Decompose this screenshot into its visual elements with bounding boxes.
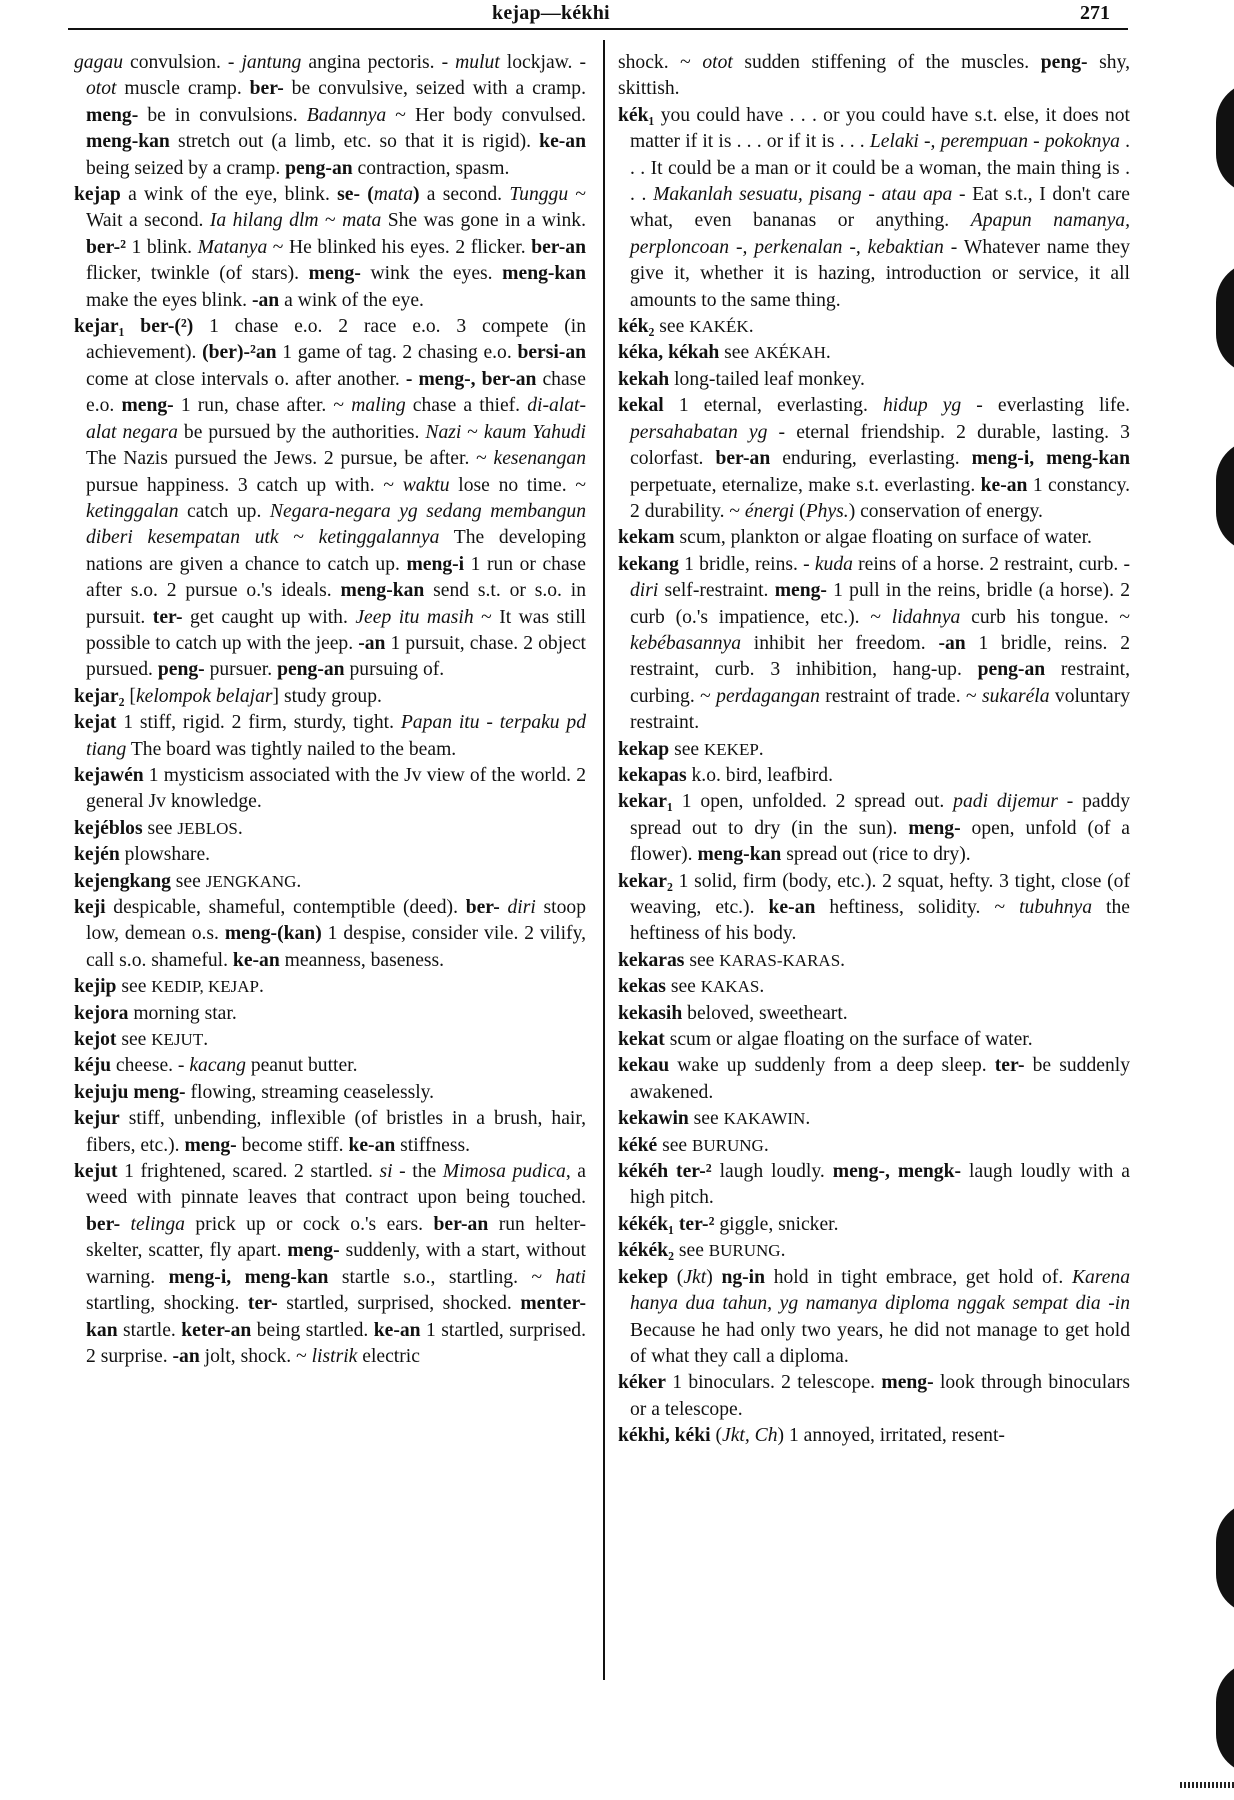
left-column	[74, 50, 586, 1370]
dictionary-entry: kekau wake up suddenly from a deep sleep. ter- be suddenly awakened.	[618, 1055, 1130, 1103]
header-rule	[68, 28, 1128, 30]
dictionary-entry: kekap see KEKEP.	[618, 738, 764, 760]
dictionary-entry: kekawin see KAKAWIN.	[618, 1108, 811, 1130]
column-divider	[603, 40, 605, 1680]
page-number: 271	[1080, 2, 1110, 24]
dictionary-entry: kekapas k.o. bird, leafbird.	[618, 764, 833, 786]
dictionary-entry: shock. ~ otot sudden stiffening of the muscles. peng- shy, skittish.	[618, 52, 1130, 100]
dictionary-entry: kékék₁ ter-² giggle, snicker.	[618, 1213, 839, 1235]
page-header	[0, 0, 1234, 30]
dictionary-entry: kejéblos see JEBLOS.	[74, 817, 243, 839]
dictionary-entry: kejot see KEJUT.	[74, 1029, 209, 1051]
dictionary-entry: kekam scum, plankton or algae floating on surface of water.	[618, 527, 1092, 549]
dictionary-entry: kejuju meng- flowing, streaming ceaselessly.	[74, 1081, 435, 1103]
dictionary-entry: kejip see KEDIP, KEJAP.	[74, 976, 264, 998]
running-head: kejap—kékhi	[492, 2, 610, 24]
dictionary-entry: kejat 1 stiff, rigid. 2 firm, sturdy, tight. Papan itu - terpaku pd tiang The board was tightly nailed to the beam.	[74, 712, 587, 760]
right-column	[618, 50, 1130, 1450]
dictionary-entry: kékhi, kéki (Jkt, Ch) 1 annoyed, irritated, resent-	[618, 1425, 1005, 1447]
thumb-index-tab	[1216, 1662, 1234, 1774]
dictionary-entry: kéké see BURUNG.	[618, 1134, 769, 1156]
dictionary-entry: keji despicable, shameful, contemptible (deed). ber- diri stoop low, demean o.s. meng-(kan) 1 despise, consider vile. 2 vilify, call s.o. shameful. ke-an meanness, baseness.	[74, 897, 586, 971]
dictionary-entry: kekal 1 eternal, everlasting. hidup yg - everlasting life. persahabatan yg - eternal friendship. 2 durable, lasting. 3 colorfast. ber-an enduring, everlasting. meng-i, meng-kan perpetuate, eternalize, make s.t. everlasting. ke-an 1 constancy. 2 durability. ~ énergi (Phys.) conservation of energy.	[618, 395, 1130, 522]
thumb-index-tab	[1216, 82, 1234, 194]
dictionary-entry: kekas see KAKAS.	[618, 976, 765, 998]
dictionary-entry: kejar₁ ber-(²) 1 chase e.o. 2 race e.o. 3 compete (in achievement). (ber)-²an 1 game of tag. 2 chasing e.o. bersi-an come at close intervals o. after another. - meng-, ber-an chase e.o. meng- 1 run, chase after. ~ maling chase a thief. di-alat-alat negara be pursued by the authorities. Nazi ~ kaum Yahudi The Nazis pursued the Jews. 2 pursue, be after. ~ kesenangan pursue happiness. 3 catch up with. ~ waktu lose no time. ~ ketinggalan catch up. Negara-negara yg sedang membangun diberi kesempatan utk ~ ketinggalannya The developing nations are given a chance to catch up. meng-i 1 run or chase after s.o. 2 pursue o.'s ideals. meng-kan send s.t. or s.o. in pursuit. ter- get caught up with. Jeep itu masih ~ It was still possible to catch up with the jeep. -an 1 pursuit, chase. 2 object pursued. peng- pursuer. peng-an pursuing of.	[74, 316, 587, 681]
dictionary-entry: kejar₂ [kelompok belajar] study group.	[74, 685, 382, 707]
dictionary-entry: kéker 1 binoculars. 2 telescope. meng- look through binoculars or a telescope.	[618, 1372, 1130, 1420]
dictionary-entry: kékék₂ see BURUNG.	[618, 1240, 786, 1262]
dictionary-entry: kekasih beloved, sweetheart.	[618, 1002, 848, 1024]
thumb-index-tab	[1216, 440, 1234, 552]
dictionary-entry: kejawén 1 mysticism associated with the Jv view of the world. 2 general Jv knowledge.	[74, 764, 586, 813]
dictionary-entry: kejut 1 frightened, scared. 2 startled. si - the Mimosa pudica, a weed with pinnate leaves that contract upon being touched. ber- telinga prick up or cock o.'s ears. ber-an run helter-skelter, scatter, fly apart. meng- suddenly, with a start, without warning. meng-i, meng-kan startle s.o., startling. ~ hati startling, shocking. ter- startled, surprised, shocked. menter-kan startle. keter-an being startled. ke-an 1 startled, surprised. 2 surprise. -an jolt, shock. ~ listrik electric	[74, 1161, 587, 1367]
dictionary-entry: kekar₁ 1 open, unfolded. 2 spread out. padi dijemur - paddy spread out to dry (in the sun). meng- open, unfold (of a flower). meng-kan spread out (rice to dry).	[618, 791, 1130, 866]
dictionary-entry: kék₂ see KAKÉK.	[618, 316, 754, 338]
dictionary-entry: kék₁ you could have . . . or you could have s.t. else, it does not matter if it is . . . or if it is . . . Lelaki -, perempuan - pokoknya . . . It could be a man or it could be a woman, the main thing is . . . Makanlah sesuatu, pisang - atau apa - Eat s.t., I don't care what, even bananas or anything. Apapun namanya, perploncoan -, perkenalan -, kebaktian - Whatever name they give it, whether it is hazing, introduction or service, it all amounts to the same thing.	[618, 104, 1131, 311]
dictionary-entry: kekah long-tailed leaf monkey.	[618, 368, 865, 390]
dictionary-entry: kéka, kékah see AKÉKAH.	[618, 342, 831, 364]
scan-edge-mark	[1180, 1782, 1234, 1788]
dictionary-entry: kekat scum or algae floating on the surface of water.	[618, 1029, 1033, 1051]
thumb-index-tab	[1216, 1502, 1234, 1614]
dictionary-entry: kekep (Jkt) ng-in hold in tight embrace, get hold of. Karena hanya dua tahun, yg namanya diploma nggak sempat dia -in Because he had only two years, he did not manage to get hold of what they call a diploma.	[618, 1266, 1130, 1367]
dictionary-entry: kekar₂ 1 solid, firm (body, etc.). 2 squat, hefty. 3 tight, close (of weaving, etc.). ke-an heftiness, solidity. ~ tubuhnya the heftiness of his body.	[618, 870, 1130, 945]
dictionary-entry: kején plowshare.	[74, 844, 211, 866]
dictionary-entry: kekang 1 bridle, reins. - kuda reins of a horse. 2 restraint, curb. - diri self-restraint. meng- 1 pull in the reins, bridle (a horse). 2 curb (o.'s impatience, etc.). ~ lidahnya curb his tongue. ~ kebébasannya inhibit her freedom. -an 1 bridle, reins. 2 restraint, curb. 3 inhibition, hang-up. peng-an restraint, curbing. ~ perdagangan restraint of trade. ~ sukaréla voluntary restraint.	[618, 553, 1131, 734]
dictionary-entry: kejap a wink of the eye, blink. se- (mata) a second. Tunggu ~ Wait a second. Ia hilang dlm ~ mata She was gone in a wink. ber-² 1 blink. Matanya ~ He blinked his eyes. 2 flicker. ber-an flicker, twinkle (of stars). meng- wink the eyes. meng-kan make the eyes blink. -an a wink of the eye.	[74, 184, 587, 311]
dictionary-entry: kejur stiff, unbending, inflexible (of bristles in a brush, hair, fibers, etc.). meng- become stiff. ke-an stiffness.	[74, 1108, 586, 1156]
dictionary-entry: kekaras see KARAS-KARAS.	[618, 949, 846, 971]
thumb-index-tab	[1216, 262, 1234, 374]
dictionary-entry: gagau convulsion. - jantung angina pectoris. - mulut lockjaw. - otot muscle cramp. ber- be convulsive, seized with a cramp. meng- be in convulsions. Badannya ~ Her body convulsed. meng-kan stretch out (a limb, etc. so that it is rigid). ke-an being seized by a cramp. peng-an contraction, spasm.	[74, 52, 586, 179]
dictionary-entry: kejora morning star.	[74, 1002, 237, 1024]
dictionary-entry: kéju cheese. - kacang peanut butter.	[74, 1055, 358, 1077]
dictionary-entry: kejengkang see JENGKANG.	[74, 870, 302, 892]
dictionary-entry: kékéh ter-² laugh loudly. meng-, mengk- laugh loudly with a high pitch.	[618, 1161, 1130, 1209]
